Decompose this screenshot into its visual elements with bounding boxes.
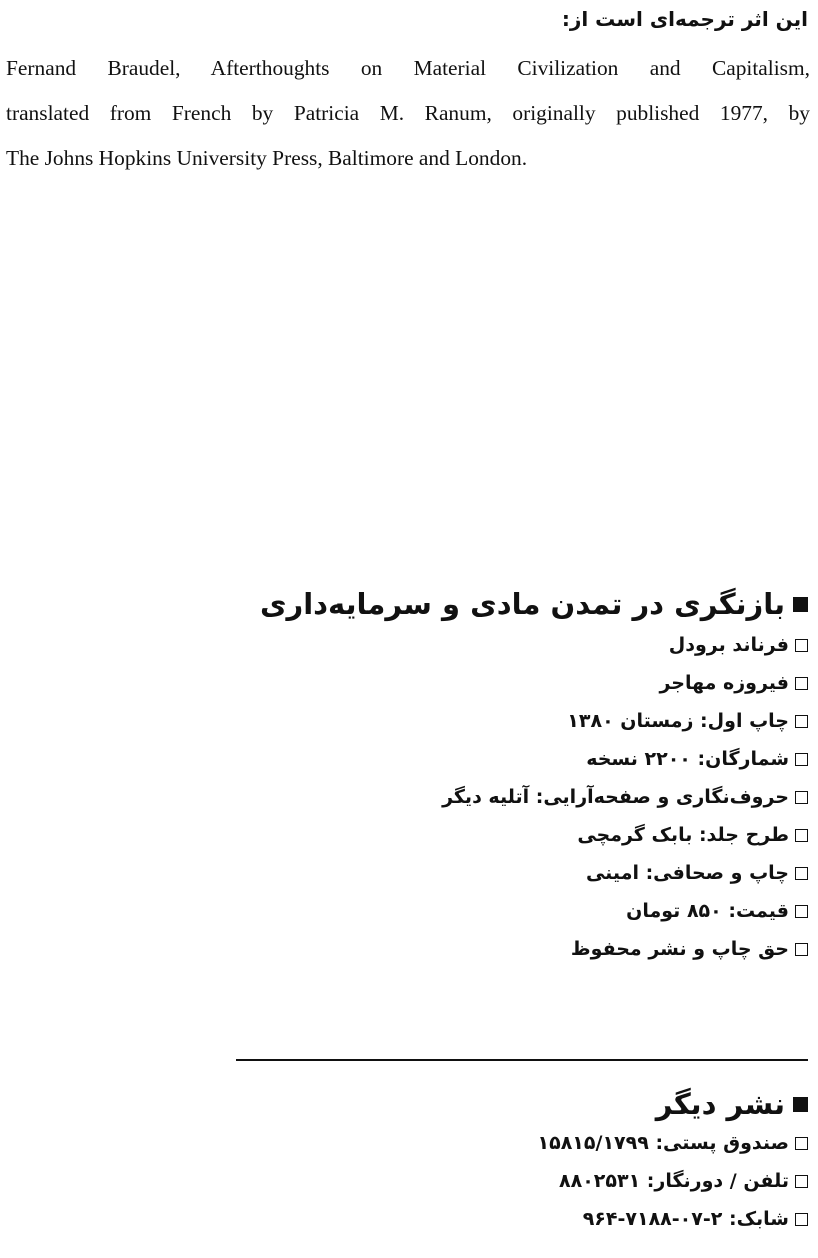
- open-square-bullet-icon: [795, 1175, 808, 1188]
- publisher-item: [538, 1124, 808, 1162]
- book-title: بازنگری در تمدن مادی و سرمایه‌داری: [259, 587, 785, 621]
- open-square-bullet-icon: [795, 791, 808, 804]
- colophon-item: [260, 930, 808, 968]
- publisher-title: نشر دیگر: [655, 1087, 785, 1121]
- colophon-item: [260, 664, 808, 702]
- citation-line-1: Fernand Braudel, Afterthoughts on Material Civilization and Capitalism,: [6, 56, 810, 80]
- open-square-bullet-icon: [795, 1213, 808, 1226]
- open-square-bullet-icon: [795, 677, 808, 690]
- colophon-item: [260, 816, 808, 854]
- open-square-bullet-icon: [795, 867, 808, 880]
- open-square-bullet-icon: [795, 905, 808, 918]
- publisher-item-text: صندوق پستی: ۱۵۸۱۵/۱۷۹۹: [537, 1132, 789, 1154]
- open-square-bullet-icon: [795, 943, 808, 956]
- colophon-item-text: شمارگان: ۲۲۰۰ نسخه: [586, 748, 789, 770]
- colophon-item-text: فرناند برودل: [668, 634, 789, 656]
- publisher-item-text: تلفن / دورنگار: ۸۸۰۲۵۳۱: [559, 1170, 789, 1192]
- citation-line-2: translated from French by Patricia M. Ranum, originally published 1977, by: [6, 101, 810, 125]
- open-square-bullet-icon: [795, 1137, 808, 1150]
- publisher-item: [538, 1200, 808, 1238]
- colophon-item: [260, 854, 808, 892]
- colophon-item: [260, 778, 808, 816]
- publisher-item: [538, 1162, 808, 1200]
- publisher-colophon: [538, 1084, 808, 1238]
- colophon-item-text: فیروزه مهاجر: [659, 672, 789, 694]
- open-square-bullet-icon: [795, 753, 808, 766]
- open-square-bullet-icon: [795, 829, 808, 842]
- citation-line-3: The Johns Hopkins University Press, Baltimore and London.: [6, 146, 528, 170]
- colophon-item: [260, 702, 808, 740]
- publisher-title-row: [538, 1084, 808, 1124]
- colophon-item-text: حروف‌نگاری و صفحه‌آرایی: آتلیه دیگر: [442, 786, 789, 808]
- publisher-item-text: شابک: ۲-۰۷-۷۱۸۸-۹۶۴: [582, 1208, 789, 1230]
- original-work-citation: [6, 46, 810, 181]
- filled-square-bullet-icon: [793, 597, 808, 612]
- colophon-item-text: طرح جلد: بابک گرمچی: [577, 824, 789, 846]
- open-square-bullet-icon: [795, 715, 808, 728]
- book-colophon: [260, 584, 808, 968]
- section-divider: [236, 1059, 808, 1061]
- colophon-item-text: قیمت: ۸۵۰ تومان: [626, 900, 789, 922]
- original-work-label: این اثر ترجمه‌ای است از:: [561, 7, 808, 31]
- colophon-item-text: چاپ اول: زمستان ۱۳۸۰: [567, 710, 789, 732]
- colophon-item: [260, 626, 808, 664]
- colophon-item-text: حق چاپ و نشر محفوظ: [570, 938, 789, 960]
- book-title-row: [260, 584, 808, 624]
- colophon-item-text: چاپ و صحافی: امینی: [585, 862, 789, 884]
- filled-square-bullet-icon: [793, 1097, 808, 1112]
- colophon-item: [260, 740, 808, 778]
- colophon-item: [260, 892, 808, 930]
- open-square-bullet-icon: [795, 639, 808, 652]
